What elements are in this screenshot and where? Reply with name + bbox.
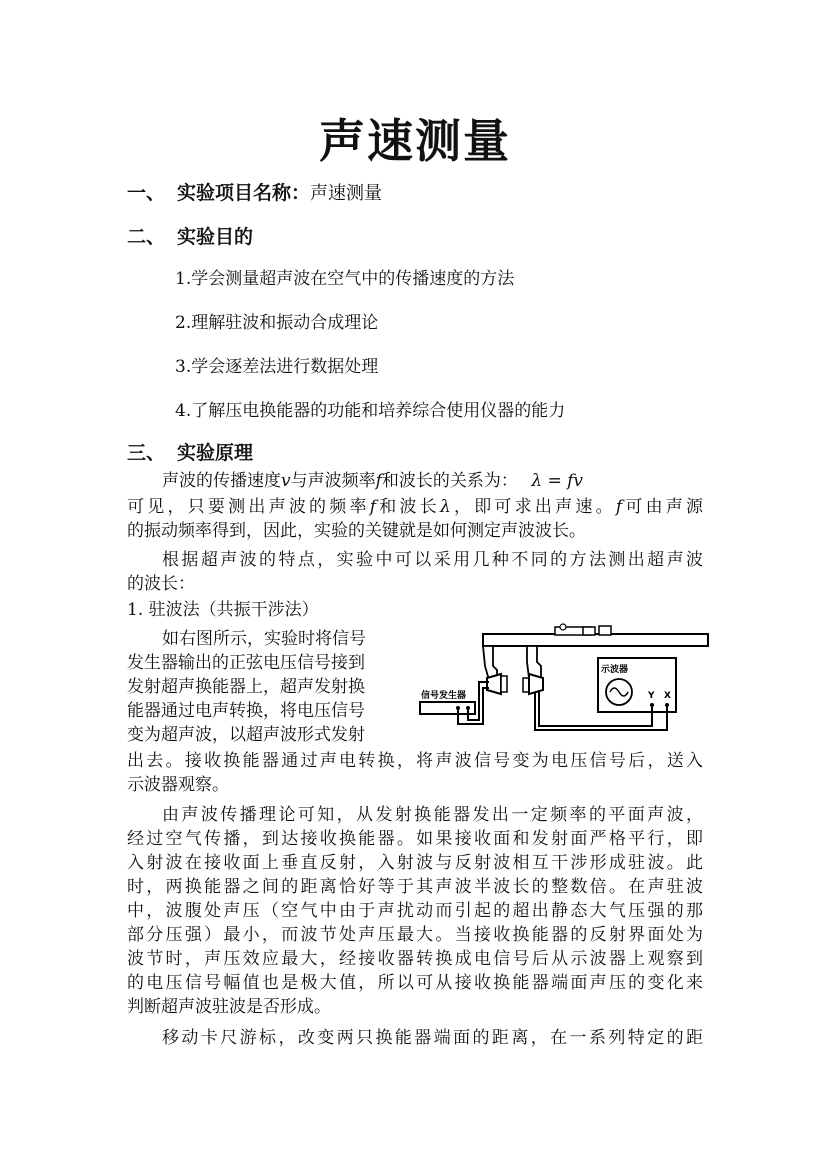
para5-line8: 的电压信号幅值也是极大值，所以可从接收换能器端面声压的变化来 xyxy=(127,973,703,993)
section-1-number: 一、 xyxy=(127,182,166,204)
terminal-icon xyxy=(665,703,669,707)
paragraph-measure-line2: 的振动频率得到，因此，实验的关键就是如何测定声波波长。 xyxy=(127,521,586,541)
symbol-lambda: λ xyxy=(439,497,451,517)
receiver-transducer xyxy=(529,674,543,694)
para4-line1: 如右图所示，实验时将信号 xyxy=(162,629,366,649)
symbol-f: f xyxy=(615,497,623,517)
para5-line6: 部分压强）最小，而波节处声压最大。当接收换能器的反射界面处为 xyxy=(127,925,703,945)
para4-line6: 出去。接收换能器通过声电转换，将声波信号变为电压信号后，送入 xyxy=(127,751,703,771)
method-1-heading: 1. 驻波法（共振干涉法） xyxy=(127,600,319,620)
text-segment: 声波的传播速度 xyxy=(162,471,281,491)
para5-line7: 波节时，声压效应最大，经接收器转换成电信号后从示波器上观察到 xyxy=(127,949,703,969)
goal-item-4: 4.了解压电换能器的功能和培养综合使用仪器的能力 xyxy=(175,401,566,421)
symbol-f: f xyxy=(375,471,382,491)
text-segment: ，即可求出声速。 xyxy=(450,497,616,517)
symbol-f: f xyxy=(369,497,377,517)
paragraph-methods-line1: 根据超声波的特点，实验中可以采用几种不同的方法测出超声波 xyxy=(162,550,703,570)
para4-line7: 示波器观察。 xyxy=(127,775,229,795)
text-segment: 可见，只要测出声波的频率 xyxy=(127,497,370,517)
section-1-value: 声速测量 xyxy=(310,183,383,204)
para5-line3: 入射波在接收面上垂直反射，入射波与反射波相互干涉形成驻波。此 xyxy=(127,853,703,873)
section-2-heading xyxy=(127,222,253,249)
section-1-heading xyxy=(127,178,382,205)
para4-line5: 变为超声波，以超声波形式发射 xyxy=(127,725,365,745)
section-2-number: 二、 xyxy=(127,226,166,248)
para4-line3: 发射超声换能器上，超声发射换 xyxy=(127,677,365,697)
para5-line9: 判断超声波驻波是否形成。 xyxy=(127,997,331,1017)
goal-item-2: 2.理解驻波和振动合成理论 xyxy=(175,313,379,333)
text-segment: 与声波频率 xyxy=(290,471,376,491)
para6-line1: 移动卡尺游标，改变两只换能器端面的距离，在一系列特定的距 xyxy=(162,1028,703,1048)
text-segment: 和波长的关系为： xyxy=(381,471,518,491)
oscilloscope-label: 示波器 xyxy=(601,665,629,675)
text-segment: 和波长 xyxy=(376,497,440,517)
paragraph-measure-line1 xyxy=(127,496,703,518)
goal-item-3: 3.学会逐差法进行数据处理 xyxy=(175,357,379,377)
formula: λ = fv xyxy=(531,471,584,491)
transmitter-transducer xyxy=(487,674,501,694)
input-y-icon: Y xyxy=(648,691,655,701)
section-3-label: 实验原理 xyxy=(177,442,254,464)
caliper-rail xyxy=(483,634,708,646)
caliper-block xyxy=(583,627,595,635)
paragraph-methods-line2: 的波长： xyxy=(127,574,195,594)
apparatus-diagram xyxy=(415,618,710,734)
terminal-icon xyxy=(650,703,654,707)
para5-line4: 时，两换能器之间的距离恰好等于其声波半波长的整数倍。在声驻波 xyxy=(127,877,703,897)
terminal-icon xyxy=(466,706,470,710)
section-3-number: 三、 xyxy=(127,442,166,464)
paragraph-wave-relation xyxy=(162,470,583,492)
section-2-label: 实验目的 xyxy=(177,226,254,248)
para5-line2: 经过空气传播，到达接收换能器。如果接收面和发射面严格平行，即 xyxy=(127,829,703,849)
knob-icon xyxy=(560,624,566,630)
section-3-heading xyxy=(127,438,253,465)
text-segment: 可由声源 xyxy=(622,497,704,517)
para5-line1: 由声波传播理论可知，从发射换能器发出一定频率的平面声波， xyxy=(162,805,703,825)
section-1-label: 实验项目名称： xyxy=(177,182,311,204)
input-x-icon: X xyxy=(664,691,671,701)
caliper-block xyxy=(599,626,611,635)
para5-line5: 中，波腹处声压（空气中由于声扰动而引起的超出静态大气压强的那 xyxy=(127,901,703,921)
symbol-v: v xyxy=(281,471,291,491)
terminal-icon xyxy=(456,706,460,710)
para4-line2: 发生器输出的正弦电压信号接到 xyxy=(127,653,365,673)
goal-item-1: 1.学会测量超声波在空气中的传播速度的方法 xyxy=(175,269,515,289)
para4-line4: 能器通过电声转换，将电压信号 xyxy=(127,701,365,721)
transmitter-face xyxy=(501,676,507,692)
page-title: 声速测量 xyxy=(319,114,511,168)
signal-generator-label: 信号发生器 xyxy=(421,691,467,701)
